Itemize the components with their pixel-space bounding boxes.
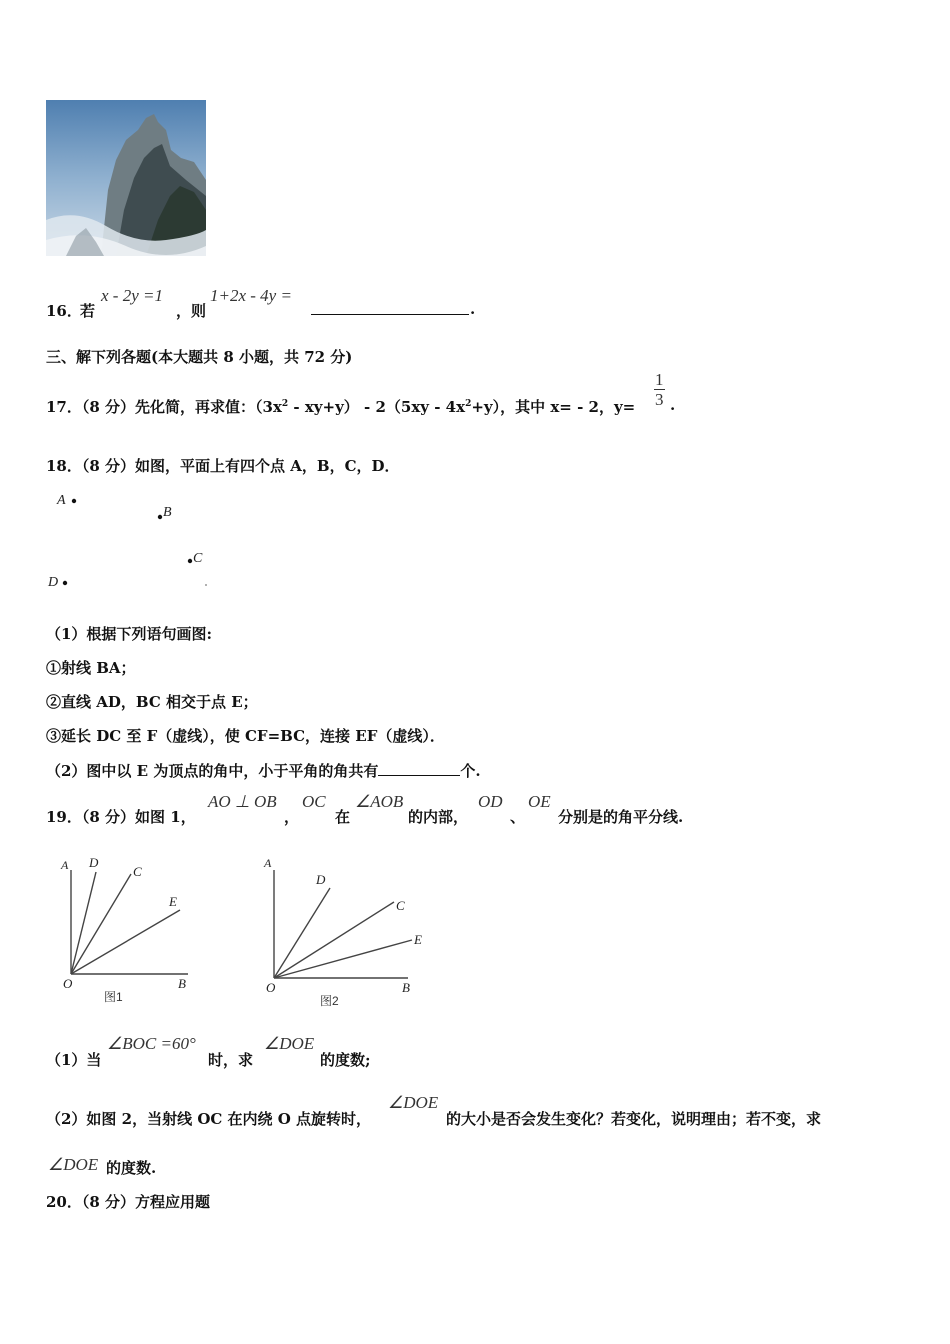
section-3-heading: 三、解下列各题(本大题共 8 小题，共 72 分) bbox=[46, 348, 353, 366]
q18-sub2: （2）图中以 E 为顶点的角中，小于平角的角共有 个. bbox=[46, 762, 481, 780]
q19-m-perp: AO ⊥ OB bbox=[208, 792, 277, 811]
q20-text: 20．（8 分）方程应用题 bbox=[46, 1193, 211, 1211]
q16-period: . bbox=[470, 300, 476, 318]
q18-sub1: （1）根据下列语句画图: bbox=[46, 625, 212, 643]
q19-sub2-pre: （2）如图 2，当射线 OC 在内绕 O 点旋转时， bbox=[46, 1110, 372, 1128]
q19-m-oc: OC bbox=[302, 792, 326, 811]
fig2-label-d: D bbox=[316, 872, 326, 887]
point-a-label: A bbox=[57, 493, 66, 508]
fig1-label-d: D bbox=[89, 855, 99, 870]
q19-figure-2 bbox=[258, 852, 438, 1012]
q18-answer-blank[interactable] bbox=[378, 761, 460, 776]
q16-expression: 1+2x - 4y = bbox=[210, 286, 292, 305]
q16-answer-blank[interactable] bbox=[311, 300, 469, 315]
q19-sub1-pre: （1）当 bbox=[46, 1051, 102, 1069]
fig2-label-e: E bbox=[414, 932, 422, 947]
fig1-label-c: C bbox=[133, 864, 142, 879]
q16-condition: x - 2y =1 bbox=[101, 286, 163, 305]
fig2-caption: 图2 bbox=[320, 994, 339, 1008]
point-d-dot bbox=[63, 581, 67, 585]
q19-m-aob: ∠AOB bbox=[355, 792, 404, 811]
q19-m-od: OD bbox=[478, 792, 503, 811]
q19-comma: ， bbox=[284, 808, 300, 826]
fig2-label-o: O bbox=[266, 980, 276, 995]
q19-sub2-post: 的大小是否会发生变化？若变化，说明理由；若不变，求 bbox=[446, 1110, 822, 1128]
q19-sub1-doe: ∠DOE bbox=[264, 1034, 315, 1053]
point-b-dot bbox=[158, 515, 162, 519]
q19-figure-1 bbox=[56, 852, 206, 1012]
fig1-label-a: A bbox=[61, 858, 69, 872]
q19-sub2-doe-2: ∠DOE bbox=[48, 1155, 99, 1174]
point-c-label: C bbox=[193, 551, 203, 566]
fig2-label-a: A bbox=[264, 856, 272, 870]
point-c-dot bbox=[188, 559, 192, 563]
q19-sub1-boc: ∠BOC =60° bbox=[107, 1034, 196, 1053]
fig2-label-b: B bbox=[402, 980, 410, 995]
q18-points-figure bbox=[46, 488, 246, 598]
q19-sub2-doe: ∠DOE bbox=[388, 1093, 439, 1112]
fig1-caption: 图1 bbox=[104, 990, 123, 1004]
q19-sub1-post: 的度数; bbox=[320, 1051, 371, 1069]
q17-period: . bbox=[670, 396, 676, 414]
q19-sub2-end: 的度数. bbox=[106, 1159, 157, 1177]
mountain-photo bbox=[46, 100, 206, 256]
fig2-label-c: C bbox=[396, 898, 405, 913]
q18-step3: ③延长 DC 至 F（虚线），使 CF=BC，连接 EF（虚线）． bbox=[46, 727, 445, 745]
q18-step1: ①射线 BA； bbox=[46, 659, 136, 677]
point-b-label: B bbox=[163, 505, 172, 520]
fig1-label-b: B bbox=[178, 976, 186, 991]
q16-number: 16． bbox=[46, 302, 82, 320]
q19-dun: 、 bbox=[510, 808, 526, 826]
q19-zai: 在 bbox=[335, 808, 351, 826]
q19-sub1-mid: 时，求 bbox=[208, 1051, 254, 1069]
q19-m-oe: OE bbox=[528, 792, 551, 811]
fig1-label-o: O bbox=[63, 976, 73, 991]
point-d-label: D bbox=[48, 575, 59, 590]
q19-prefix: 19．（8 分）如图 1， bbox=[46, 808, 196, 826]
q16-ruo: 若 bbox=[80, 302, 96, 320]
q16-ze: ，则 bbox=[176, 302, 207, 320]
point-a-dot bbox=[72, 499, 76, 503]
q18-text: 18．（8 分）如图，平面上有四个点 A，B，C，D． bbox=[46, 457, 400, 475]
q18-step2: ②直线 AD，BC 相交于点 E； bbox=[46, 693, 258, 711]
q17-fraction: $\frac{1}{3}$ bbox=[655, 370, 664, 409]
q19-tail: 分别是的角平分线. bbox=[558, 808, 684, 826]
fig1-label-e: E bbox=[169, 894, 177, 909]
q19-inner: 的内部， bbox=[408, 808, 469, 826]
q17-text: 17．（8 分）先化简，再求值：$(3x^2 - xy+y) - 2(5xy - 4x^2+y)$，其中 x= - 2，y= bbox=[46, 398, 636, 416]
